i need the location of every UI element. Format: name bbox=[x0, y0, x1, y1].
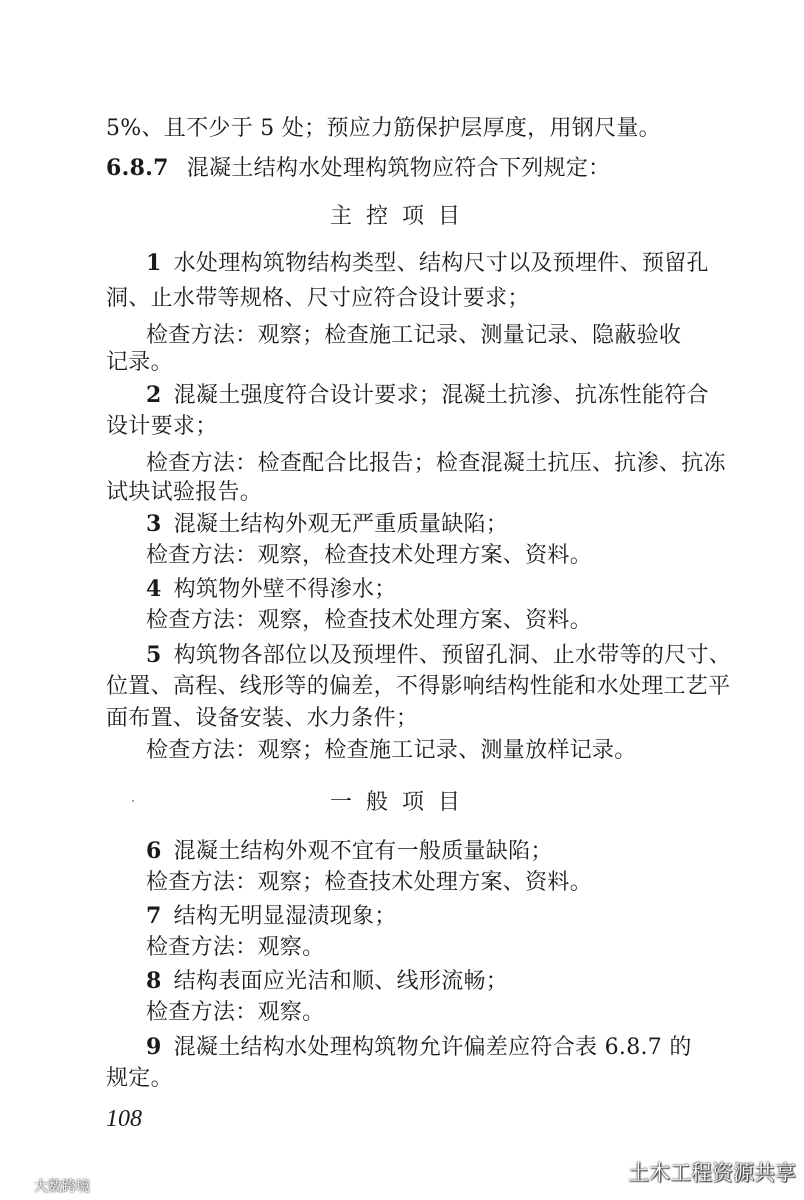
text-line: 设计要求； bbox=[106, 414, 218, 439]
section-heading-main: 主控项目 bbox=[329, 204, 474, 229]
clause-line bbox=[106, 153, 716, 184]
item-7: 7 结构无明显湿渍现象； bbox=[146, 903, 397, 929]
item-number: 6 bbox=[146, 838, 162, 864]
watermark-right bbox=[596, 1157, 796, 1187]
item-number: 1 bbox=[146, 250, 162, 276]
text-line: 5%、且不少于 5 处；预应力筋保护层厚度，用钢尺量。 bbox=[106, 116, 661, 141]
item-number: 3 bbox=[146, 511, 162, 537]
clause-text: 混凝土结构水处理构筑物应符合下列规定： bbox=[186, 156, 611, 181]
check-method: 检查方法：观察。 bbox=[146, 935, 325, 960]
text-line: 洞、止水带等规格、尺寸应符合设计要求； bbox=[106, 286, 530, 311]
page-number: 108 bbox=[106, 1106, 142, 1132]
logo-icon bbox=[6, 1178, 30, 1194]
item-5: 5 构筑物各部位以及预埋件、预留孔洞、止水带等的尺寸、 bbox=[146, 642, 732, 668]
watermark-left-text: 大数跨境 bbox=[34, 1179, 90, 1195]
text-line: 试块试验报告。 bbox=[106, 480, 263, 505]
item-6: 6 混凝土结构外观不宜有一般质量缺陷； bbox=[146, 838, 553, 864]
text-line: 记录。 bbox=[106, 350, 173, 375]
wechat-icon bbox=[596, 1162, 622, 1182]
item-number: 4 bbox=[146, 576, 162, 602]
check-method: 检查方法：观察。 bbox=[146, 1000, 325, 1025]
item-number: 2 bbox=[146, 382, 162, 408]
item-number: 5 bbox=[146, 642, 162, 668]
item-9: 9 混凝土结构水处理构筑物允许偏差应符合表 6.8.7 的 bbox=[146, 1034, 692, 1060]
item-number: 8 bbox=[146, 968, 162, 994]
section-heading-general: 一般项目 bbox=[329, 790, 474, 815]
check-method: 检查方法：观察，检查技术处理方案、资料。 bbox=[146, 608, 593, 633]
text-line: 规定。 bbox=[106, 1066, 173, 1091]
item-1: 1 水处理构筑物结构类型、结构尺寸以及预埋件、预留孔 bbox=[146, 250, 709, 276]
text-line: 位置、高程、线形等的偏差，不得影响结构性能和水处理工艺平 bbox=[106, 674, 731, 699]
item-4: 4 构筑物外壁不得渗水； bbox=[146, 576, 397, 602]
item-8: 8 结构表面应光洁和顺、线形流畅； bbox=[146, 968, 509, 994]
check-method: 检查方法：观察；检查施工记录、测量放样记录。 bbox=[146, 738, 637, 763]
item-number: 7 bbox=[146, 903, 162, 929]
item-2: 2 混凝土强度符合设计要求；混凝土抗渗、抗冻性能符合 bbox=[146, 382, 709, 408]
check-method: 检查方法：检查配合比报告；检查混凝土抗压、抗渗、抗冻 bbox=[146, 451, 726, 476]
check-method: 检查方法：观察，检查技术处理方案、资料。 bbox=[146, 543, 593, 568]
watermark-left bbox=[6, 1176, 90, 1196]
item-3: 3 混凝土结构外观无严重质量缺陷； bbox=[146, 511, 509, 537]
item-number: 9 bbox=[146, 1034, 162, 1060]
text-line: 面布置、设备安装、水力条件； bbox=[106, 706, 419, 731]
watermark-right-text: 土木工程资源共享 bbox=[628, 1161, 796, 1185]
check-method: 检查方法：观察；检查技术处理方案、资料。 bbox=[146, 870, 593, 895]
check-method: 检查方法：观察；检查施工记录、测量记录、隐蔽验收 bbox=[146, 323, 682, 348]
clause-number: 6.8.7 bbox=[106, 155, 169, 181]
